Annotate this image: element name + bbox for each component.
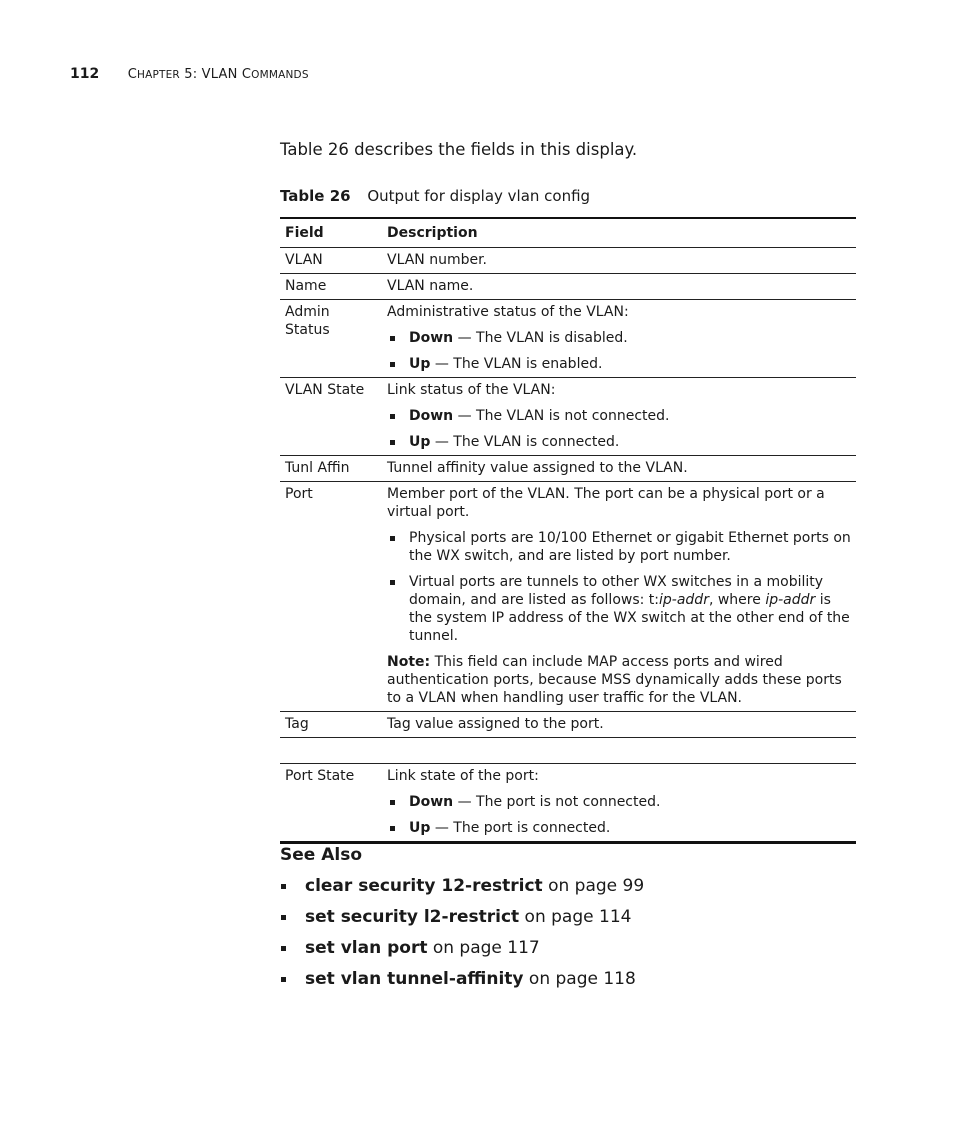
field-cell: VLAN xyxy=(285,252,323,268)
table-row-port xyxy=(280,482,856,712)
description-cell: VLAN number. xyxy=(387,252,488,268)
description-cell: Member port of the VLAN. The port can be a physical port or a virtual port. Physical ports are 10/100 Ethernet or gigabit Ethernet ports on the WX switch, and are listed by port number. Virtual ports are tunnels to other WX switches in a mobility domain, and are listed as follows: t:ip-addr, where ip-addr is the system IP address of the WX switch at the other end of the tunnel. Note: This field can include MAP access ports and wired authentication ports, because MSS dynamically adds these ports to a VLAN when handling user traffic for the VLAN. xyxy=(387,486,851,706)
description-cell: Tunnel affinity value assigned to the VLAN. xyxy=(387,460,688,476)
list-item: Down — The VLAN is not connected. xyxy=(387,407,851,425)
table-row-port-state xyxy=(280,764,856,843)
list-item: Up — The port is connected. xyxy=(387,819,851,837)
description-cell: Link state of the port: Down — The port is not connected. Up — The port is connected. xyxy=(382,764,856,843)
field-cell: Tag xyxy=(285,716,309,732)
see-also-item[interactable]: set vlan tunnel-affinity on page 118 xyxy=(280,969,644,1000)
field-cell: VLAN State xyxy=(285,382,365,398)
field-cell: Admin Status xyxy=(285,304,330,338)
description-cell: Tag value assigned to the port. xyxy=(387,716,604,732)
list-item: Physical ports are 10/100 Ethernet or gigabit Ethernet ports on the WX switch, and are listed by port number. xyxy=(387,529,851,565)
table-caption-title: Output for display vlan config xyxy=(367,187,591,205)
list-item: Up — The VLAN is enabled. xyxy=(387,355,851,373)
intro-paragraph: Table 26 describes the fields in this display. xyxy=(280,140,638,159)
see-also-item[interactable]: set vlan port on page 117 xyxy=(280,938,644,969)
list-item: Virtual ports are tunnels to other WX switches in a mobility domain, and are listed as follows: t:ip-addr, where ip-addr is the system IP address of the WX switch at the other end of the tunnel. xyxy=(387,573,851,645)
see-also-item[interactable]: clear security 12-restrict on page 99 xyxy=(280,876,644,907)
bullet-list xyxy=(387,329,851,373)
table-row-tag xyxy=(280,712,856,738)
chapter-title: CHAPTER 5: VLAN COMMANDS xyxy=(127,67,309,82)
page-header xyxy=(70,66,309,82)
table-row-tunl-affin xyxy=(280,456,856,482)
bullet-list xyxy=(387,407,851,451)
fields-table xyxy=(280,217,856,844)
table-row-name xyxy=(280,274,856,300)
header-description: Description xyxy=(387,225,478,241)
bullet-list xyxy=(387,793,851,837)
table-header-row xyxy=(280,218,856,248)
see-also-heading: See Also xyxy=(280,845,363,865)
see-also-item[interactable]: set security l2-restrict on page 114 xyxy=(280,907,644,938)
table-row-vlan xyxy=(280,248,856,274)
bullet-list xyxy=(387,529,851,645)
header-field: Field xyxy=(285,225,324,241)
page-number: 112 xyxy=(70,66,100,82)
field-cell: Name xyxy=(285,278,327,294)
description-cell: Link status of the VLAN: Down — The VLAN is not connected. Up — The VLAN is connected. xyxy=(382,378,856,456)
list-item: Down — The port is not connected. xyxy=(387,793,851,811)
field-cell: Port xyxy=(285,486,313,502)
field-cell: Port State xyxy=(285,768,355,784)
description-cell: VLAN name. xyxy=(387,278,474,294)
see-also-list xyxy=(280,876,644,1000)
description-cell: Administrative status of the VLAN: Down — The VLAN is disabled. Up — The VLAN is enabled. xyxy=(382,300,856,378)
table-caption xyxy=(280,187,590,205)
list-item: Up — The VLAN is connected. xyxy=(387,433,851,451)
table-caption-label: Table 26 xyxy=(280,187,351,205)
list-item: Down — The VLAN is disabled. xyxy=(387,329,851,347)
field-cell: Tunl Affin xyxy=(285,460,350,476)
table-row-empty xyxy=(280,738,856,764)
table-row-admin-status xyxy=(280,300,856,378)
table-row-vlan-state xyxy=(280,378,856,456)
note: Note: This field can include MAP access ports and wired authentication ports, because MSS dynamically adds these ports to a VLAN when handling user traffic for the VLAN. xyxy=(387,654,842,706)
